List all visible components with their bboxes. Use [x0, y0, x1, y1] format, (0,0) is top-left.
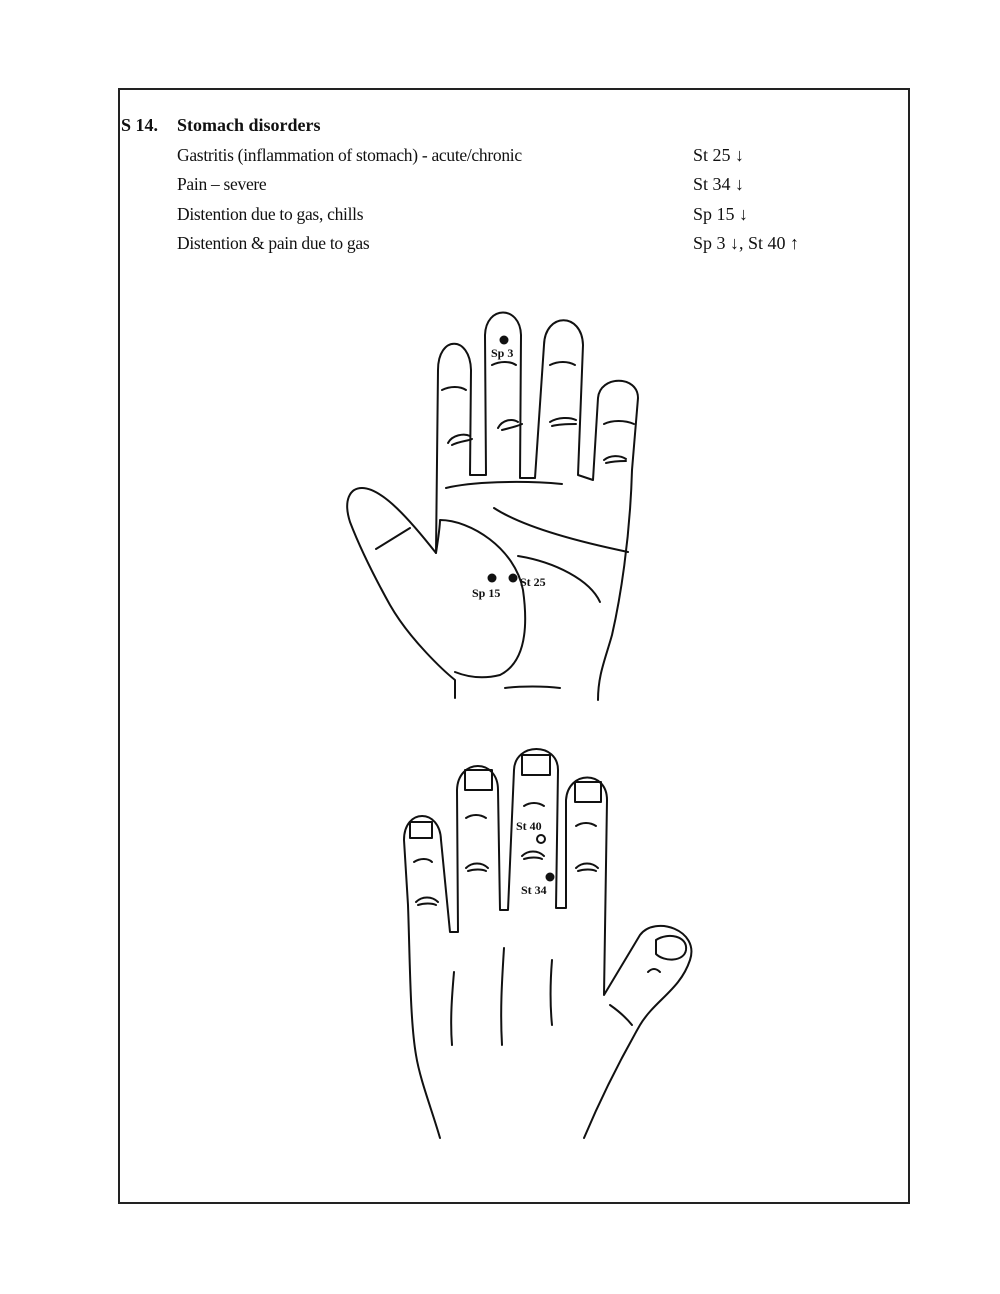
back-hand-drawing	[404, 749, 691, 1138]
label-sp3: Sp 3	[491, 346, 514, 360]
label-sp15: Sp 15	[472, 586, 501, 600]
points-pain-severe: St 34 ↓	[693, 174, 745, 194]
points-distention-pain: Sp 3 ↓, St 40 ↑	[693, 233, 800, 253]
label-st34: St 34	[521, 883, 547, 897]
condition-distention-chills: Distention due to gas, chills	[177, 204, 364, 224]
condition-gastritis: Gastritis (inflammation of stomach) - acute/chronic	[177, 145, 522, 165]
label-st40: St 40	[516, 819, 542, 833]
points-gastritis: St 25 ↓	[693, 145, 745, 165]
label-st25: St 25	[520, 575, 546, 589]
point-sp15-dot	[488, 574, 497, 583]
point-st25-dot	[509, 574, 518, 583]
section-number: S 14.	[121, 115, 159, 135]
section-title: Stomach disorders	[177, 115, 321, 135]
condition-distention-pain: Distention & pain due to gas	[177, 233, 370, 253]
point-st40-circle	[537, 835, 545, 843]
palm-hand-drawing	[347, 313, 638, 701]
point-st34-dot	[546, 873, 555, 882]
condition-pain-severe: Pain – severe	[177, 174, 267, 194]
point-sp3-dot	[500, 336, 509, 345]
points-distention-chills: Sp 15 ↓	[693, 204, 749, 224]
